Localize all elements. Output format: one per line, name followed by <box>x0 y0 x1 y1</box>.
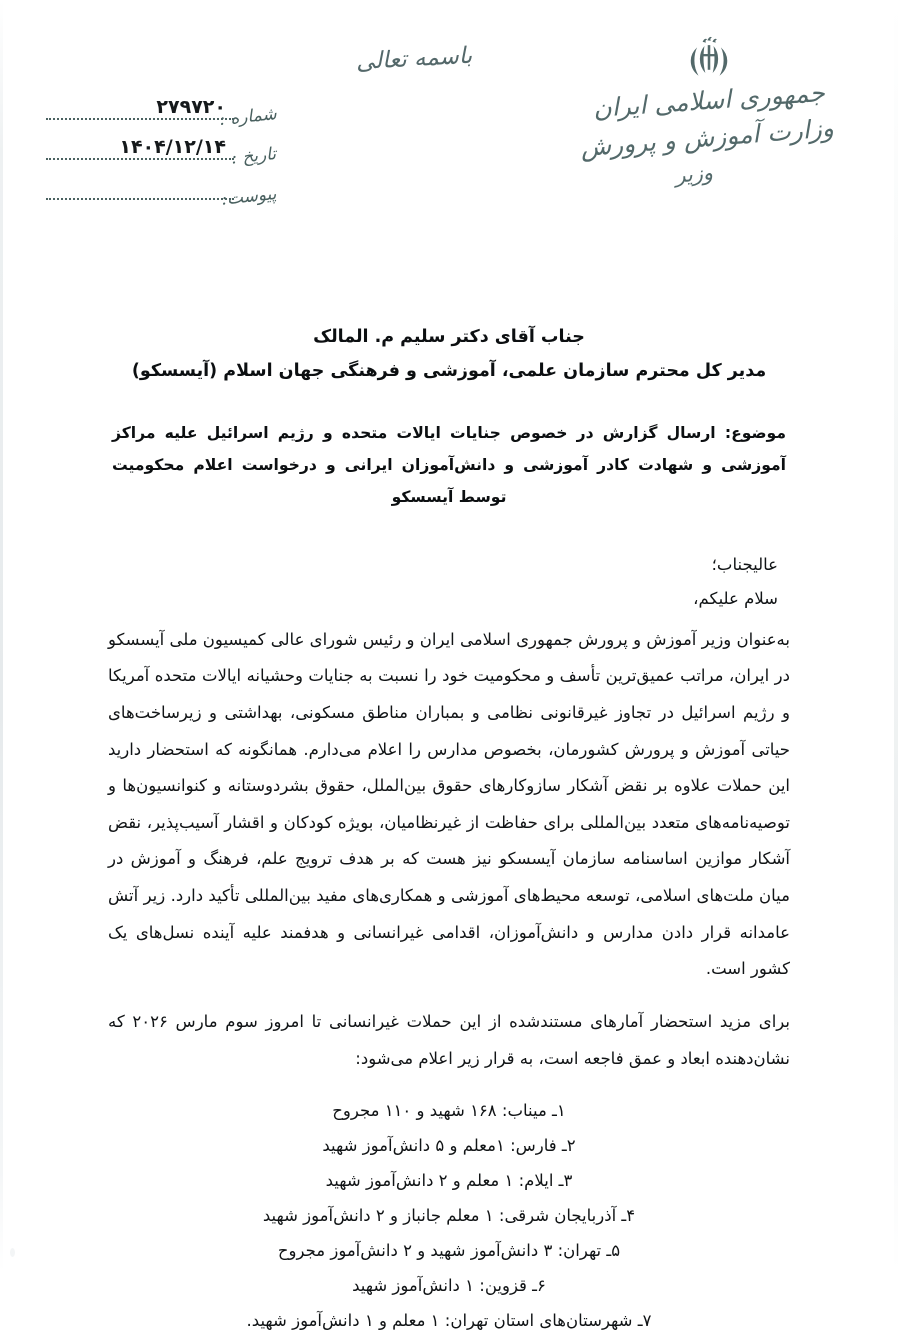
addressee-block <box>108 320 790 388</box>
salutation-block <box>108 548 790 616</box>
salutation-greeting: سلام علیکم، <box>693 588 778 608</box>
scan-speckle <box>10 1248 15 1257</box>
letterhead-role: وزیر <box>674 160 714 188</box>
casualty-list <box>108 1094 790 1339</box>
basmala-text: باسمه تعالی <box>355 42 473 76</box>
list-item: ۷ـ شهرستان‌های استان تهران: ۱ معلم و ۱ دانش‌آموز شهید. <box>246 1311 652 1331</box>
meta-dotted-rule <box>46 118 234 120</box>
meta-value-number: ۲۷۹۷۲۰ <box>156 96 226 118</box>
addressee-title: مدیر کل محترم سازمان علمی، آموزشی و فرهنگی جهان اسلام (آیسسکو) <box>131 361 767 382</box>
emblem-of-iran-icon <box>686 36 732 78</box>
list-item: ۲ـ فارس: ۱معلم و ۵ دانش‌آموز شهید <box>322 1136 576 1156</box>
list-item: ۴ـ آذربایجان شرقی: ۱ معلم جانباز و ۲ دانش‌آموز شهید <box>262 1206 636 1226</box>
meta-value-date: ۱۴۰۴/۱۲/۱۴ <box>119 136 226 158</box>
list-item: ۵ـ تهران: ۳ دانش‌آموز شهید و ۲ دانش‌آموز مجروح <box>277 1241 621 1261</box>
list-item: ۶ـ قزوین: ۱ دانش‌آموز شهید <box>352 1276 546 1296</box>
scan-edge-left <box>0 0 3 1272</box>
meta-row-date <box>46 136 276 176</box>
meta-dotted-rule <box>46 198 234 200</box>
scan-edge-right <box>894 0 898 1272</box>
letterhead-ministry: وزارت آموزش و پرورش <box>579 113 835 163</box>
letter-meta-block <box>46 96 276 216</box>
list-item: ۳ـ ایلام: ۱ معلم و ۲ دانش‌آموز شهید <box>325 1171 573 1191</box>
meta-label-attachment: پیوست: <box>219 184 278 210</box>
letterhead-country: جمهوری اسلامی ایران <box>592 77 826 124</box>
meta-label-date: تاریخ : <box>230 144 278 169</box>
body-paragraph-2: برای مزید استحضار آمارهای مستندشده از این حملات غیرانسانی تا امروز سوم مارس ۲۰۲۶ که نشان‌دهنده ابعاد و عمق فاجعه است، به قرار زیر اعلام می‌شود: <box>108 1012 791 1069</box>
meta-row-number <box>46 96 276 136</box>
letter-body <box>108 320 790 1339</box>
meta-dotted-rule <box>46 158 234 160</box>
list-item: ۱ـ میناب: ۱۶۸ شهید و ۱۱۰ مجروح <box>332 1101 566 1121</box>
subject-line: موضوع: ارسال گزارش در خصوص جنایات ایالات متحده و رژیم اسرائیل علیه مراکز آموزشی و شهادت کادر آموزشی و دانش‌آموزان ایرانی و درخواست اعلام محکومیت توسط آیسسکو <box>112 424 786 507</box>
meta-row-attachment <box>46 176 276 216</box>
salutation-honorific: عالیجناب؛ <box>711 555 778 575</box>
meta-label-number: شماره : <box>217 104 278 130</box>
body-paragraph-1: به‌عنوان وزیر آموزش و پرورش جمهوری اسلامی ایران و رئیس شورای عالی کمیسیون ملی آیسسکو در ایران، مراتب عمیق‌ترین تأسف و محکومیت خود را نسبت به جنایات وحشیانه ایالات متحده آمریکا و رژیم اسرائیل در تجاوز غیرقانونی نظامی و بمباران مناطق مسکونی، بهداشتی و زیرساخت‌های حیاتی آموزش و پرورش کشورمان، بخصوص مدارس را اعلام می‌دارم. همانگونه که استحضار دارید این حملات علاوه بر نقض آشکار سازوکارهای حقوق بین‌الملل، حقوق بشردوستانه و کنوانسیون‌ها و توصیه‌نامه‌های متعدد بین‌المللی برای حفاظت از غیرنظامیان، بویژه کودکان و اقشار آسیب‌پذیر، نقض آشکار موازین اساسنامه سازمان آیسسکو نیز هست که بر هدف ترویج علم، فرهنگ و آموزش در میان ملت‌های اسلامی، توسعه محیط‌های آموزشی و همکاری‌های مفید بین‌المللی تأکید دارد. زیر آتش عامدانه قرار دادن مدارس و دانش‌آموزان، اقدامی غیرانسانی و هدفمند علیه آینده نسل‌های یک کشور است. <box>108 629 790 979</box>
addressee-name: جناب آقای دکتر سلیم م. المالک <box>313 327 585 347</box>
letterhead <box>579 36 835 188</box>
